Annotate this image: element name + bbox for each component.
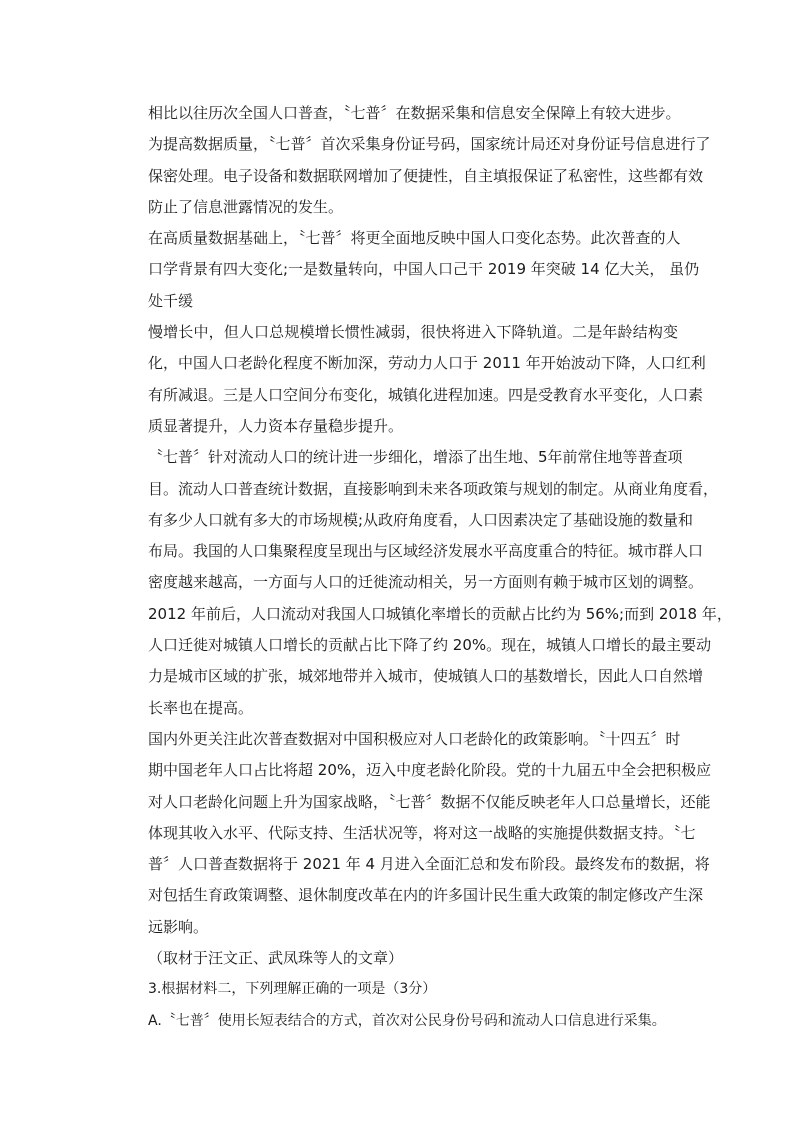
text-line: 长率也在提高。 (148, 698, 254, 717)
text-line: 在高质量数据基础上，〝七普〞将更全面地反映中国人口变化态势。此次普查的人 (148, 229, 681, 248)
text-line: 口学背景有四大变化;一是数量转向，中国人口己干 2019 年突破 14 亿大关， 虽仍 (148, 260, 700, 279)
paragraph-2 (118, 223, 700, 317)
text-line: 保密处理。电子设备和数据联网增加了便捷性，自主填报保证了私密性，这些都有效 (148, 166, 704, 185)
text-line: 相比以往历次全国人口普查，〝七普〞在数据采集和信息安全保障上有较大进步。 (148, 104, 681, 122)
text-line: 防止了信息泄露情况的发生。 (148, 197, 344, 216)
text-line: 目。流动人口普查统计数据，直接影响到未来各项政策与规划的制定。从商业角度看， (148, 479, 719, 498)
text-line: 对包括生育政策调整、退休制度改革在内的许多国计民生重大政策的制定修改产生深 (148, 886, 704, 905)
text-line: 有所减退。三是人口空间分布变化，城镇化进程加速。四是受教育水平变化，人口素 (148, 385, 704, 404)
text-line: 国内外更关注此次普查数据对中国积极应对人口老龄化的政策影响。〝十四五〞时 (148, 729, 681, 748)
text-line: 普〞人口普查数据将于 2021 年 4 月进入全面汇总和发布阶段。最终发布的数据，将 (148, 855, 710, 874)
source-citation: （取材于汪文正、武凤珠等人的文章） (148, 949, 404, 968)
text-line: 〝七普〞针对流动人口的统计进一步细化，增添了出生地、5年前常住地等普查项 (148, 448, 683, 467)
text-line: 远影响。 (148, 917, 209, 936)
text-line: 化，中国人口老龄化程度不断加深，劳动力人口于 2011 年开始波动下降，人口红利 (148, 354, 706, 373)
text-line: 对人口老龄化问题上升为国家战略，〝七普〞数据不仅能反映老年人口总量增长，还能 (148, 792, 711, 811)
text-line: 人口迁徙对城镇人口增长的贡献占比下降了约 20%。现在，城镇人口增长的最主要动 (148, 636, 712, 655)
text-line: 2012 年前后，人口流动对我国人口城镇化率增长的贡献占比约为 56%;而到 2018 年， (148, 604, 732, 623)
document-page (118, 98, 732, 1037)
paragraph-5 (118, 724, 712, 943)
text-line: 处千缓 (148, 291, 194, 310)
paragraph-1 (118, 98, 711, 223)
text-line: 期中国老年人口占比将超 20%，迈入中度老龄化阶段。党的十九届五中全会把积极应 (148, 761, 712, 780)
text-line: 质显著提升，人力资本存量稳步提升。 (148, 416, 404, 435)
text-line: 体现其收入水平、代际支持、生活状况等，将对这一战略的实施提供数据支持。〝七 (148, 823, 696, 842)
option-a: A.〝七普〞使用长短表结合的方式，首次对公民身份号码和流动人口信息进行采集。 (148, 1012, 666, 1029)
text-line: 力是城市区域的扩张，城郊地带并入城市，使城镇人口的基数增长，因此人口自然增 (148, 667, 704, 686)
text-line: 为提高数据质量，〝七普〞首次采集身份证号码，国家统计局还对身份证号信息进行了 (148, 135, 711, 154)
text-line: 有多少人口就有多大的市场规模;从政府角度看，人口因素决定了基础设施的数量和 (148, 510, 694, 529)
question-3: 3.根据材料二，下列理解正确的一项是（3分） (148, 981, 437, 998)
text-line: 密度越来越高，一方面与人口的迁徙流动相关，另一方面则有赖于城市区划的调整。 (148, 573, 704, 592)
text-line: 慢增长中，但人口总规模增长惯性减弱，很快将进入下降轨道。二是年龄结构变 (148, 323, 678, 342)
paragraph-4 (118, 442, 732, 724)
paragraph-3 (118, 317, 706, 442)
text-line: 布局。我国的人口集聚程度呈现出与区域经济发展水平高度重合的特征。城市群人口 (148, 542, 704, 561)
